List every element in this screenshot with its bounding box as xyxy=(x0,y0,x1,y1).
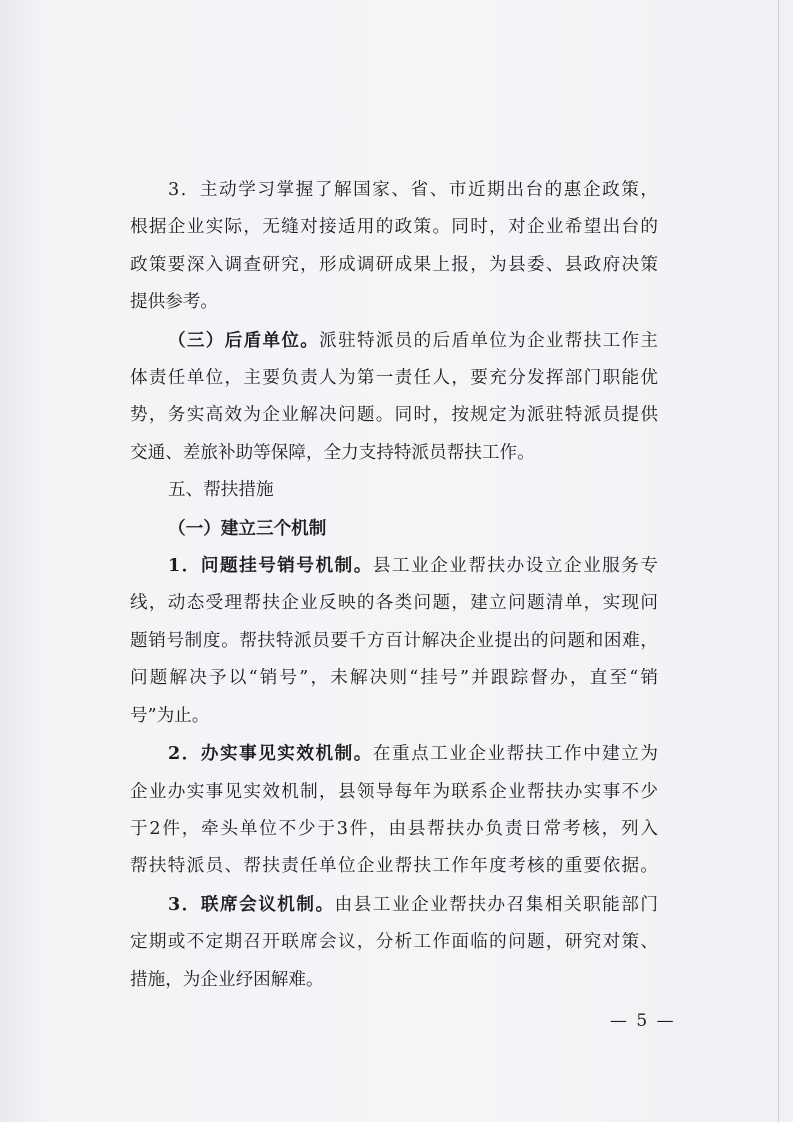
subsection-title: （一）建立三个机制 xyxy=(168,517,327,539)
paragraph-heading: 1．问题挂号销号机制。 xyxy=(168,555,373,577)
section-heading-five xyxy=(130,472,658,509)
text-line: 政策要深入调查研究，形成调研成果上报，为县委、县政府决策 xyxy=(130,254,658,275)
text-run: 由县工业企业帮扶办召集相关职能部门 xyxy=(334,894,658,915)
document-body xyxy=(130,172,658,999)
text-line: 定期或不定期召开联席会议，分析工作面临的问题，研究对策、 xyxy=(130,932,658,953)
paragraph-practical-results xyxy=(130,735,658,886)
text-run: 派驻特派员的后盾单位为企业帮扶工作主 xyxy=(319,330,658,351)
text-line: 交通、差旅补助等保障，全力支持特派员帮扶工作。 xyxy=(130,442,535,463)
text-line: 措施，为企业纾困解难。 xyxy=(130,969,324,990)
text-run: 在重点工业企业帮扶工作中建立为 xyxy=(372,744,658,765)
text-run: 县工业企业帮扶办设立企业服务专 xyxy=(372,556,658,577)
text-line: 提供参考。 xyxy=(130,292,218,313)
section-title: 五、帮扶措施 xyxy=(168,480,274,501)
page-number: — 5 — xyxy=(610,1011,676,1031)
paragraph-policy-study xyxy=(130,172,658,322)
text-line: 线，动态受理帮扶企业反映的各类问题，建立问题清单，实现问 xyxy=(130,593,658,614)
text-line: 企业办实事见实效机制，县领导每年为联系企业帮扶办实事不少 xyxy=(130,781,658,802)
text-line: 根据企业实际，无缝对接适用的政策。同时，对企业希望出台的 xyxy=(130,217,658,238)
paragraph-issue-tracking xyxy=(130,547,658,735)
text-line: 3．主动学习掌握了解国家、省、市近期出台的惠企政策， xyxy=(168,180,658,200)
paragraph-heading: 2．办实事见实效机制。 xyxy=(168,743,373,765)
text-line xyxy=(130,735,658,773)
paragraph-joint-meeting xyxy=(130,886,658,999)
page-edge xyxy=(778,0,779,1122)
text-line xyxy=(130,886,658,924)
paragraph-backing-unit xyxy=(130,322,658,473)
paragraph-heading: 3．联席会议机制。 xyxy=(168,893,335,915)
text-line: 帮扶特派员、帮扶责任单位企业帮扶工作年度考核的重要依据。 xyxy=(130,856,658,877)
text-line: 体责任单位，主要负责人为第一责任人，要充分发挥部门职能优 xyxy=(130,368,658,389)
text-line: 势，务实高效为企业解决问题。同时，按规定为派驻特派员提供 xyxy=(130,405,658,426)
text-line: 号”为止。 xyxy=(130,705,210,726)
subsection-heading-one xyxy=(130,510,658,547)
text-line: 题销号制度。帮扶特派员要千方百计解决企业提出的问题和困难， xyxy=(130,630,658,651)
text-line xyxy=(130,547,658,585)
text-line xyxy=(130,322,658,360)
paragraph-heading: （三）后盾单位。 xyxy=(168,329,320,351)
text-line: 问题解决予以“销号”，未解决则“挂号”并跟踪督办，直至“销 xyxy=(130,668,658,689)
text-line: 于2件，牵头单位不少于3件，由县帮扶办负责日常考核，列入 xyxy=(130,818,658,839)
